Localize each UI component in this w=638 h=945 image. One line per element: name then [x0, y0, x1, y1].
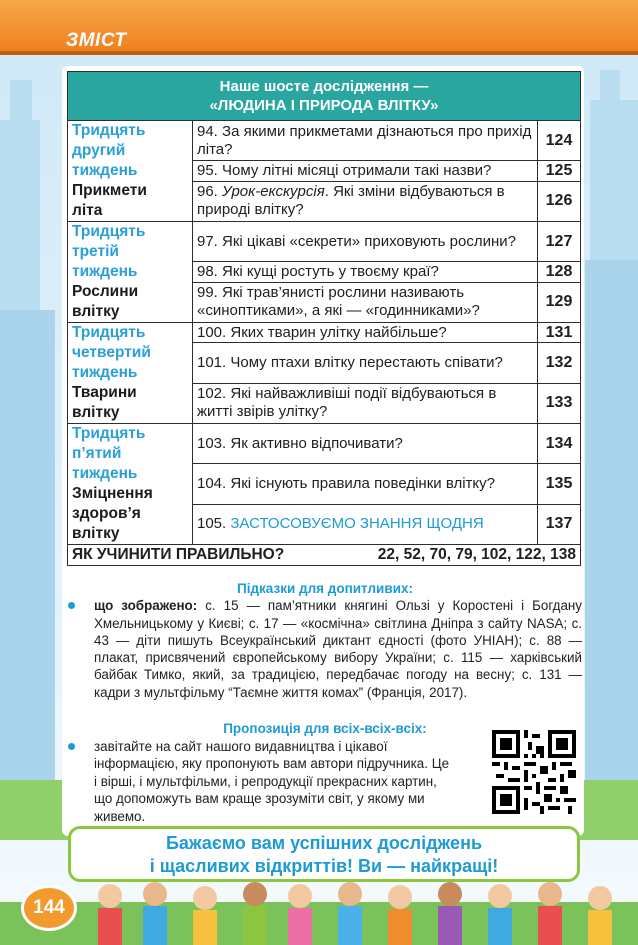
topic-label: здоров’я [72, 505, 141, 522]
week-cell [68, 222, 193, 323]
children-illustration [0, 872, 638, 945]
week-label: тиждень [72, 364, 138, 381]
section-title: ЗМІСТ [66, 30, 127, 51]
toc-page[interactable]: 124 [538, 121, 581, 161]
week-label: Тридцять [72, 223, 146, 240]
toc-page[interactable]: 132 [538, 343, 581, 383]
toc-heading-line2: «ЛЮДИНА І ПРИРОДА ВЛІТКУ» [209, 97, 439, 114]
week-label: тиждень [72, 465, 138, 482]
toc-item[interactable]: 99. Які трав’янисті рослини називають «синоптиками», а які — «годинниками»? [193, 282, 538, 322]
toc-page[interactable]: 125 [538, 161, 581, 181]
toc-item[interactable]: 97. Які цікаві «секрети» приховують рослини? [193, 222, 538, 262]
toc-table [67, 71, 581, 566]
week-cell [68, 424, 193, 545]
banner-line1: Бажаємо вам успішних досліджень [165, 833, 483, 853]
week-label: п’ятий [72, 445, 122, 462]
topic-label: літа [72, 202, 103, 219]
toc-page[interactable]: 131 [538, 323, 581, 343]
toc-item[interactable] [193, 504, 538, 544]
toc-item[interactable]: 94. За якими прикметами дізнаються про прихід літа? [193, 121, 538, 161]
week-label: третій [72, 243, 119, 260]
topic-label: влітку [72, 303, 120, 320]
bullet-icon [68, 602, 75, 609]
header-bar [0, 0, 638, 55]
toc-footer [68, 545, 581, 566]
topic-label: влітку [72, 404, 120, 421]
toc-page[interactable]: 137 [538, 504, 581, 544]
toc-page[interactable]: 134 [538, 424, 581, 464]
proposal-title: Пропозиція для всіх-всіх-всіх: [223, 721, 427, 736]
item-highlight: ЗАСТОСОВУЄМО ЗНАННЯ ЩОДНЯ [230, 515, 484, 533]
item-number: 96. [197, 183, 223, 201]
week-cell [68, 323, 193, 424]
toc-item[interactable]: 103. Як активно відпочивати? [193, 424, 538, 464]
week-label: Тридцять [72, 425, 146, 442]
week-label: тиждень [72, 162, 138, 179]
hints-section [68, 580, 582, 701]
hints-lead: що зображено: [94, 598, 198, 614]
item-italic: Урок-екскурсія [222, 183, 325, 201]
banner-line2: і щасливих відкриттів! Ви — найкращі! [149, 856, 499, 876]
toc-page[interactable]: 135 [538, 464, 581, 504]
proposal-body [68, 738, 454, 826]
week-label: другий [72, 142, 126, 159]
toc-page[interactable]: 129 [538, 282, 581, 322]
bullet-icon [68, 743, 75, 750]
toc-heading-line1: Наше шосте дослідження — [219, 78, 429, 95]
toc-item[interactable]: 104. Які існують правила поведінки влітку? [193, 464, 538, 504]
topic-label: влітку [72, 525, 120, 542]
toc-page[interactable]: 126 [538, 181, 581, 221]
page-number: 144 [21, 885, 77, 931]
qr-code-icon[interactable] [492, 730, 576, 814]
footer-pages[interactable]: 22, 52, 70, 79, 102, 122, 138 [377, 546, 576, 563]
hints-text: с. 15 — пам’ятники княгині Ользі у Коростені і Богдану Хмельницькому у Києві; с. 17 — «космічна» світлина Дніпра з сайту NASA; с. 43 — діти пишуть Всеукраїнський диктант єдності (фото УНІАН); с. 88 — плакат, присвячений європейському вибору України; с. 115 — харківський байбак Тимко, який, за традицією, передбачає погоду на весну; с. 131 — кадри з мультфільму “Таємне життя комах” (Франція, 2017). [94, 598, 582, 700]
toc-page[interactable]: 133 [538, 383, 581, 423]
toc-item[interactable] [193, 181, 538, 221]
week-label: Тридцять [72, 324, 146, 341]
topic-label: Тварини [72, 384, 137, 401]
topic-label: Рослини [72, 283, 139, 300]
proposal-text: завітайте на сайт нашого видавництва і цікавої інформацією, яку пропонують вам автори підручника. Це і вірші, і мультфільми, і репродукції прекрасних картин, що допоможуть вам краще зрозуміти світ, у якому ми живемо. [94, 738, 450, 824]
toc-item[interactable]: 101. Чому птахи влітку перестають співати? [193, 343, 538, 383]
hints-title: Підказки для допитливих: [237, 581, 413, 596]
topic-label: Прикмети [72, 182, 147, 199]
toc-item[interactable]: 102. Які найважливіші події відбуваються в житті звірів улітку? [193, 383, 538, 423]
hints-body [68, 597, 582, 701]
item-text: . Які зміни відбуваються в природі влітку? [197, 183, 505, 219]
header-stripe [0, 51, 638, 55]
week-cell [68, 121, 193, 222]
topic-label: Зміцнення [72, 485, 153, 502]
week-label: четвертий [72, 344, 151, 361]
toc-page[interactable]: 127 [538, 222, 581, 262]
item-number: 105. [197, 515, 231, 533]
toc-page[interactable]: 128 [538, 262, 581, 282]
week-label: Тридцять [72, 122, 146, 139]
toc-heading [68, 72, 581, 121]
footer-label: ЯК УЧИНИТИ ПРАВИЛЬНО? [72, 546, 285, 563]
toc-item[interactable]: 95. Чому літні місяці отримали такі назви? [193, 161, 538, 181]
toc-item[interactable]: 100. Яких тварин улітку найбільше? [193, 323, 538, 343]
toc-item[interactable]: 98. Які кущі ростуть у твоєму краї? [193, 262, 538, 282]
week-label: тиждень [72, 263, 138, 280]
